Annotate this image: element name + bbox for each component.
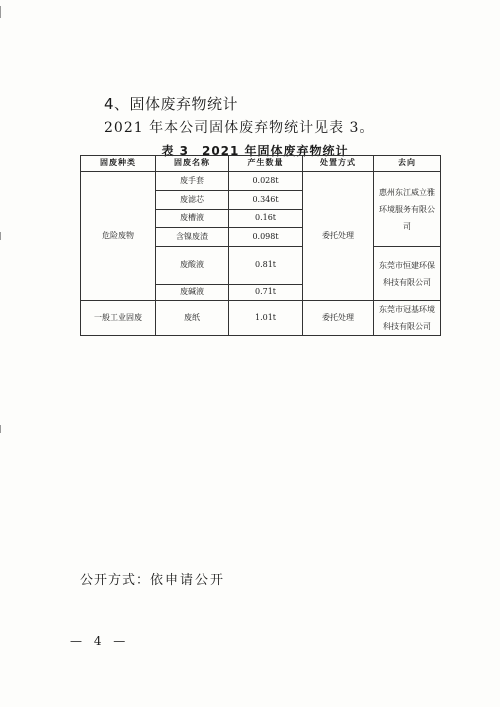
category-cell: 危险废物 (81, 172, 156, 301)
quantity-cell: 1.01t (229, 301, 303, 336)
quantity-cell: 0.098t (229, 228, 303, 247)
table-caption: 表 3 2021 年固体废弃物统计 (161, 144, 349, 158)
header-disposal-method: 处置方式 (303, 156, 374, 172)
waste-name-cell: 废槽液 (156, 210, 229, 228)
quantity-cell: 0.028t (229, 172, 303, 191)
quantity-cell: 0.346t (229, 191, 303, 210)
destination-cell (374, 301, 441, 336)
waste-statistics-table (80, 155, 441, 336)
waste-name-cell: 废手套 (156, 172, 229, 191)
header-destination: 去向 (374, 156, 441, 172)
waste-name-cell: 废纸 (156, 301, 229, 336)
quantity-cell: 0.81t (229, 247, 303, 285)
destination-text: 东莞市冠基环境科技有限公司 (379, 305, 435, 331)
header-waste-name: 固废名称 (156, 156, 229, 172)
intro-paragraph: 2021 年本公司固体废弃物统计见表 3。 (104, 120, 375, 136)
waste-name-cell: 废酸液 (156, 247, 229, 285)
disposal-method-cell: 委托处理 (303, 301, 374, 336)
waste-name-cell: 含镍废渣 (156, 228, 229, 247)
quantity-cell: 0.16t (229, 210, 303, 228)
disposal-method-cell: 委托处理 (303, 172, 374, 301)
binder-mark (0, 425, 1, 433)
page-number: — 4 — (70, 634, 130, 648)
header-quantity: 产生数量 (229, 156, 303, 172)
section-heading: 4、固体废弃物统计 (104, 95, 239, 113)
waste-name-cell: 废滤芯 (156, 191, 229, 210)
table-row (81, 301, 441, 336)
destination-cell (374, 247, 441, 301)
table-row (81, 172, 441, 191)
disclosure-value: 依申请公开 (150, 573, 226, 588)
destination-text: 东莞市恒建环保科技有限公司 (379, 260, 435, 287)
destination-cell (374, 172, 441, 247)
disclosure-label: 公开方式： (80, 573, 151, 588)
table-header-row (81, 156, 441, 172)
binder-mark (0, 6, 1, 18)
destination-text: 惠州东江威立雅环境服务有限公司 (379, 187, 435, 231)
quantity-cell: 0.71t (229, 285, 303, 301)
disclosure-line (80, 569, 225, 588)
header-category: 固废种类 (81, 156, 156, 172)
category-cell: 一般工业固废 (81, 301, 156, 336)
waste-name-cell: 废碱液 (156, 285, 229, 301)
binder-mark (0, 232, 1, 240)
